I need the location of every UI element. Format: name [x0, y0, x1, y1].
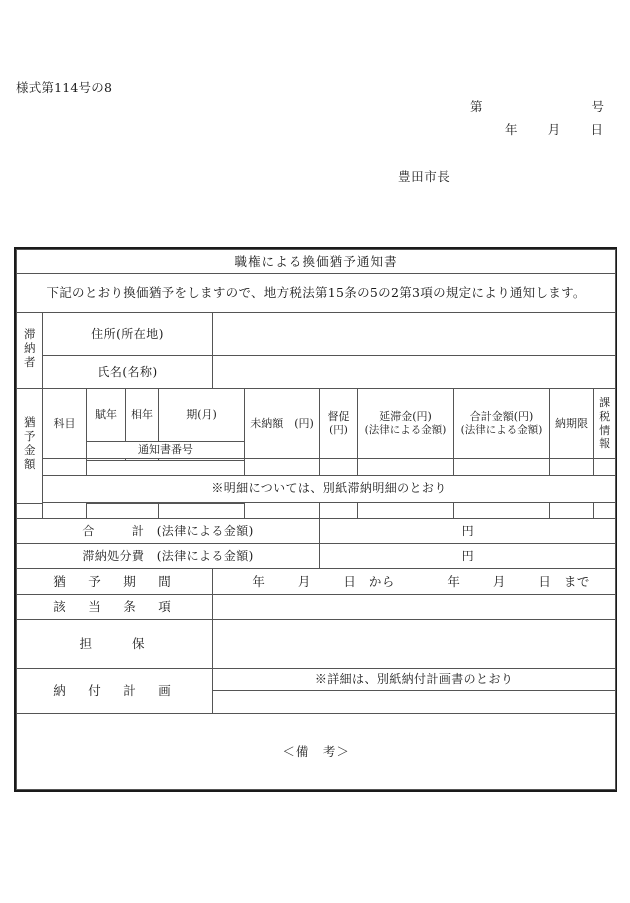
detail-note: ※明細については、別紙滞納明細のとおり — [43, 475, 616, 502]
column-header-fiscal-year: 相年 — [126, 389, 159, 442]
title-row — [17, 250, 616, 274]
entry-delinquency-b[interactable] — [358, 502, 454, 518]
column-header-demand-main: 督促 — [327, 410, 350, 424]
remarks-label: ＜備 考＞ — [282, 743, 350, 759]
detail-note-row — [17, 475, 616, 502]
payment-plan-row-1 — [17, 669, 616, 691]
issuer-name: 豊田市長 — [398, 169, 451, 184]
name-label: 氏名(名称) — [43, 356, 213, 389]
grace-period-value[interactable] — [213, 569, 616, 595]
entry-term-month-b[interactable] — [159, 502, 245, 503]
entry-total-b[interactable] — [454, 502, 550, 518]
collateral-label: 担 保 — [17, 620, 213, 669]
collateral-input[interactable] — [213, 620, 616, 669]
amount-header-row-1 — [17, 389, 616, 442]
payment-plan-label: 納 付 計 画 — [17, 669, 213, 714]
form-number: 様式第114号の8 — [16, 80, 113, 95]
column-header-total-sub: (法律による金額) — [460, 423, 543, 436]
entry-tax-info-b[interactable] — [594, 502, 616, 518]
entry-unpaid-b[interactable] — [245, 502, 320, 518]
deferred-amount-group-label: 猶予金額 — [17, 389, 43, 504]
grace-from-suffix: から — [368, 573, 395, 589]
entry-notice-number-a[interactable] — [87, 460, 245, 475]
grace-to-day: 日 — [538, 573, 552, 589]
name-input[interactable] — [213, 356, 616, 389]
disposal-cost-unit: 円 — [461, 548, 474, 563]
date-day-label: 日 — [590, 122, 603, 137]
address-input[interactable] — [213, 313, 616, 356]
document-number-line — [470, 97, 604, 115]
date-year-label: 年 — [505, 122, 518, 137]
disposal-cost-value-cell[interactable] — [320, 544, 616, 569]
entry-due-date-a[interactable] — [550, 459, 594, 475]
entry-delinquency-a[interactable] — [358, 459, 454, 475]
document-number-prefix: 第 — [470, 99, 483, 114]
column-header-item: 科目 — [43, 389, 87, 459]
form-frame — [14, 247, 617, 792]
column-header-levy-year: 賦年 — [87, 389, 126, 442]
applicable-article-row — [17, 595, 616, 620]
taxpayer-address-row — [17, 313, 616, 356]
entry-due-date-b[interactable] — [550, 502, 594, 518]
entry-tax-info-a[interactable] — [594, 459, 616, 475]
column-header-due-date: 納期限 — [550, 389, 594, 459]
taxpayer-group-label: 滞納者 — [17, 313, 43, 389]
lead-text: 下記のとおり換価猶予をしますので、地方税法第15条の5の2第3項の規定により通知します。 — [17, 274, 616, 313]
column-header-delinquency-main: 延滞金(円) — [379, 410, 432, 424]
entry-item-a[interactable] — [43, 459, 87, 475]
total-value-cell[interactable] — [320, 519, 616, 544]
entry-total-a[interactable] — [454, 459, 550, 475]
remarks-row — [17, 714, 616, 790]
grace-to-year: 年 — [447, 573, 461, 589]
column-header-notice-number: 通知書番号 — [87, 442, 245, 459]
payment-plan-input[interactable] — [213, 691, 616, 714]
total-row — [17, 519, 616, 544]
column-header-demand — [320, 389, 358, 459]
entry-unpaid-a[interactable] — [245, 459, 320, 475]
grace-to-month: 月 — [492, 573, 506, 589]
column-header-delinquency-sub: (法律による金額) — [364, 423, 447, 436]
grace-from-day: 日 — [343, 573, 357, 589]
column-header-unpaid: 未納額 (円) — [245, 389, 320, 459]
payment-plan-note: ※詳細は、別紙納付計画書のとおり — [213, 669, 616, 691]
collateral-row — [17, 620, 616, 669]
taxpayer-name-row — [17, 356, 616, 389]
column-header-delinquency — [358, 389, 454, 459]
form-grid — [16, 249, 616, 790]
grace-period-label: 猶 予 期 間 — [17, 569, 213, 595]
column-header-term-month: 期(月) — [159, 389, 245, 442]
address-label: 住所(所在地) — [43, 313, 213, 356]
applicable-article-label: 該 当 条 項 — [17, 595, 213, 620]
document-title: 職権による換価猶予通知書 — [17, 250, 616, 274]
column-header-tax-info: 課税情報 — [594, 389, 616, 459]
remarks-section[interactable] — [17, 714, 616, 790]
document-number-suffix: 号 — [591, 99, 604, 114]
grace-to-suffix: まで — [563, 573, 590, 589]
column-header-demand-sub: (円) — [329, 423, 348, 436]
disposal-cost-row — [17, 544, 616, 569]
column-header-total-main: 合計金額(円) — [469, 410, 534, 424]
grace-period-row — [17, 569, 616, 595]
entry-demand-b[interactable] — [320, 502, 358, 518]
grace-from-year: 年 — [252, 573, 266, 589]
lead-row — [17, 274, 616, 313]
total-unit: 円 — [461, 523, 474, 538]
applicable-article-input[interactable] — [213, 595, 616, 620]
entry-demand-a[interactable] — [320, 459, 358, 475]
grace-from-month: 月 — [297, 573, 311, 589]
total-label: 合 計 (法律による金額) — [17, 519, 320, 544]
entry-notice-number-b[interactable] — [17, 504, 159, 519]
date-month-label: 月 — [547, 122, 561, 137]
document-date-line — [505, 120, 603, 138]
disposal-cost-label: 滞納処分費 (法律による金額) — [17, 544, 320, 569]
column-header-total — [454, 389, 550, 459]
